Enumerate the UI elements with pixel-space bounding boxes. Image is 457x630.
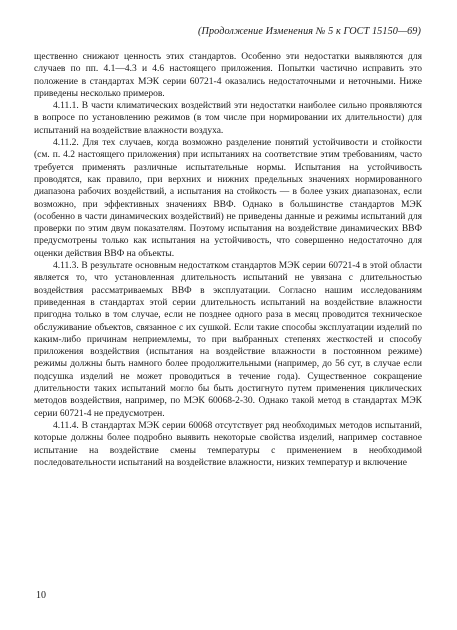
paragraph-4-11-3: 4.11.3. В результате основным недостатком стандартов МЭК серии 60721-4 в этой области является то, что установленная длительность испытаний не увязана с длительностью воздействия рассматриваемых ВВФ в эксплуатации. Согласно нашим исследованиям приведенная в стандартах этой серии длительность испытаний на воздействие влажности пригодна только в том случае, если не позднее одного раза в месяц проводится техническое обслуживание объектов, связанное с их сушкой. Если такие способы эксплуатации изделий по каким-либо причинам неприемлемы, то при выбранных степенях жесткостей и способу приложения воздействия (испытания на воздействие влажности в постоянном режиме) режимы должны быть намного более продолжительными (например, до 56 сут, в случае если подсушка изделий не может проводиться в течение года). Существенное сокращение длительности таких испытаний могло бы быть достигнуто путем применения циклических методов воздействия, например, по МЭК 60068-2-30. Однако такой метод в стандартах МЭК серии 60721-4 не предусмотрен.: [34, 261, 422, 419]
running-header: (Продолжение Изменения № 5 к ГОСТ 15150—69): [198, 26, 421, 37]
paragraph-4-11-1: 4.11.1. В части климатических воздействий эти недостатки наиболее сильно проявляются в вопросе по установлению режимов (в том числе при нормировании их длительности) для испытаний на воздействие влажности воздуха.: [34, 101, 422, 136]
page-number: 10: [36, 590, 46, 601]
paragraph-4-11-2: 4.11.2. Для тех случаев, когда возможно разделение понятий устойчивости и стойкости (см. п. 4.2 настоящего приложения) при испытаниях на соответствие этим требованиям, часто требуется применять различные испытательные нормы. Испытания на устойчивость проводятся, как правило, при верхних и нижних предельных значениях нормированного диапазона рабочих воздействий, а испытания на стойкость — в более узких диапазонах, если возможно, при эффективных значениях ВВФ. Однако в большинстве стандартов МЭК (особенно в части динамических воздействий) не приведены данные и режимы испытаний для проверки по этим двум показателям. Поэтому испытания на воздействие динамических ВВФ предусмотрены только как испытания на устойчивость, что совершенно недостаточно для оценки действия ВВФ на объекты.: [34, 138, 422, 259]
paragraph-4-11-4: 4.11.4. В стандартах МЭК серии 60068 отсутствует ряд необходимых методов испытаний, которые должны более подробно выявить некоторые свойства изделий, например составное испытание на воздействие смены температуры с применением в необходимой последовательности испытаний на воздействие влажности, низких температур и включение: [34, 420, 422, 468]
document-body: [34, 51, 422, 469]
paragraph-continuation: щественно снижают ценность этих стандартов. Особенно эти недостатки выявляются для случаев по пп. 4.1—4.3 и 4.6 настоящего приложения. Попытки частично исправить это положение в стандартах МЭК серии 60721-4 оказались недостаточными и неточными. Ниже приведены несколько примеров.: [34, 52, 422, 99]
